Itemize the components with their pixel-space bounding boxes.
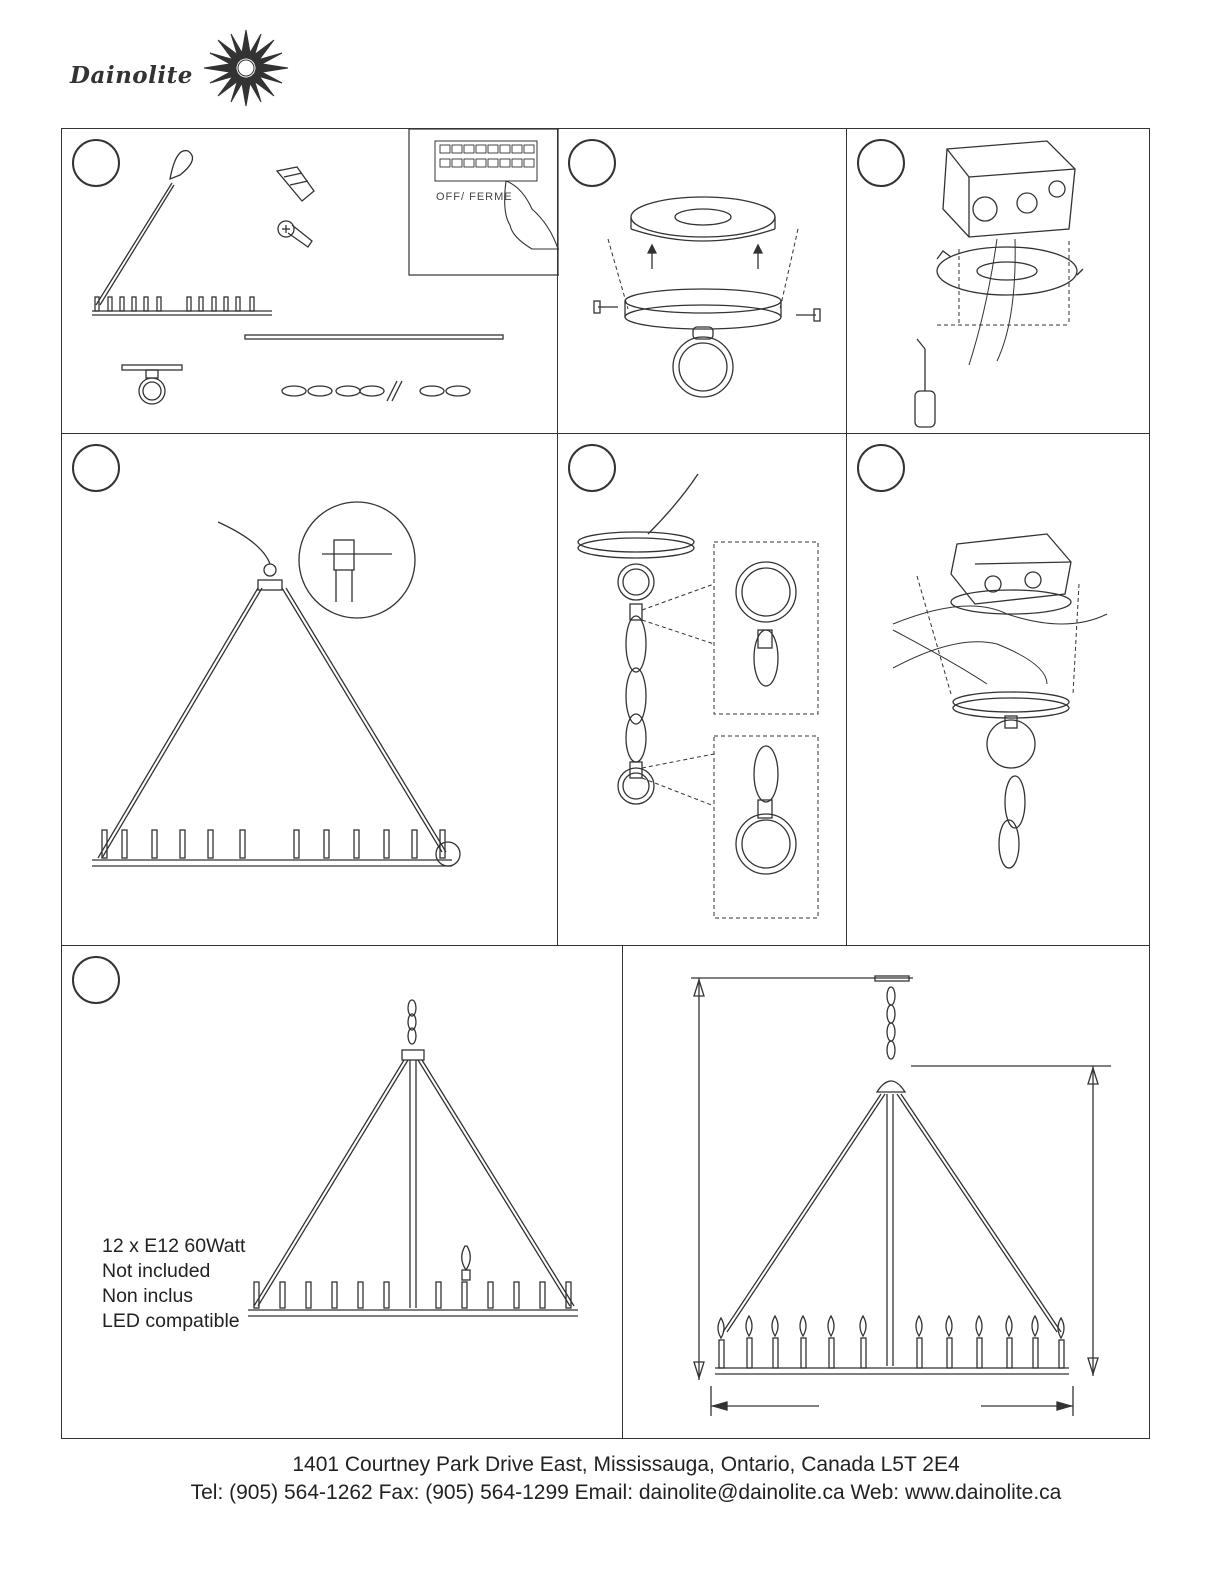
step-wire-connect-panel [846, 433, 1150, 946]
overall-height-line [691, 978, 913, 1380]
wire-nut-part [277, 167, 314, 201]
detail-inset-bottom [714, 736, 818, 918]
chandelier [715, 976, 1069, 1374]
screw-part [278, 221, 312, 247]
frame-hub [218, 522, 282, 590]
crossbar-rod-part [245, 335, 503, 339]
wires [893, 606, 1107, 684]
chain-part [282, 381, 470, 401]
junction-box [943, 141, 1075, 237]
canopy [625, 289, 781, 397]
starburst-icon [198, 28, 298, 108]
bulb-not-included-en: Not included [102, 1260, 211, 1282]
frame-arms [98, 588, 446, 858]
canopy-loop-part [122, 365, 182, 404]
chain [618, 564, 654, 804]
screwdriver [915, 339, 935, 427]
brand-logo [66, 28, 306, 108]
step-install-bulbs-panel [61, 945, 623, 1439]
step-mount-crossbar-panel [557, 128, 847, 434]
bulb-led-compatible: LED compatible [102, 1310, 240, 1332]
canopy [953, 692, 1069, 868]
step-junction-box-panel [846, 128, 1150, 434]
chain [402, 1000, 424, 1060]
breaker-off-label: OFF/ FERME [436, 191, 513, 203]
detail-inset-top [714, 542, 818, 714]
frame-ring [92, 830, 460, 866]
bulb-icon [462, 1246, 471, 1280]
mounting-bracket [631, 197, 775, 241]
brand-name: Dainolite [70, 62, 193, 89]
junction-box [951, 534, 1071, 614]
bulb-note [102, 1234, 245, 1334]
bulb-spec: 12 x E12 60Watt [102, 1235, 246, 1257]
width-line [711, 1386, 1073, 1416]
canopy [578, 474, 698, 558]
footer-address: 1401 Courtney Park Drive East, Mississauga, Ontario, Canada L5T 2E4 [292, 1453, 960, 1476]
ring-frame-part [92, 151, 272, 315]
step-assemble-frame-panel [61, 433, 558, 946]
step-chain-links-panel [557, 433, 847, 946]
step-parts-panel [61, 128, 558, 434]
footer-contact: Tel: (905) 564-1262 Fax: (905) 564-1299 Email: dainolite@dainolite.ca Web: www.dainolite.ca [190, 1481, 1062, 1504]
bulb-not-included-fr: Non inclus [102, 1285, 194, 1307]
frame-arms [254, 1060, 574, 1308]
up-arrow [648, 245, 762, 269]
detail-zoom-inset [299, 502, 415, 618]
dimensions-panel [622, 945, 1150, 1439]
frame-ring [248, 1282, 578, 1316]
